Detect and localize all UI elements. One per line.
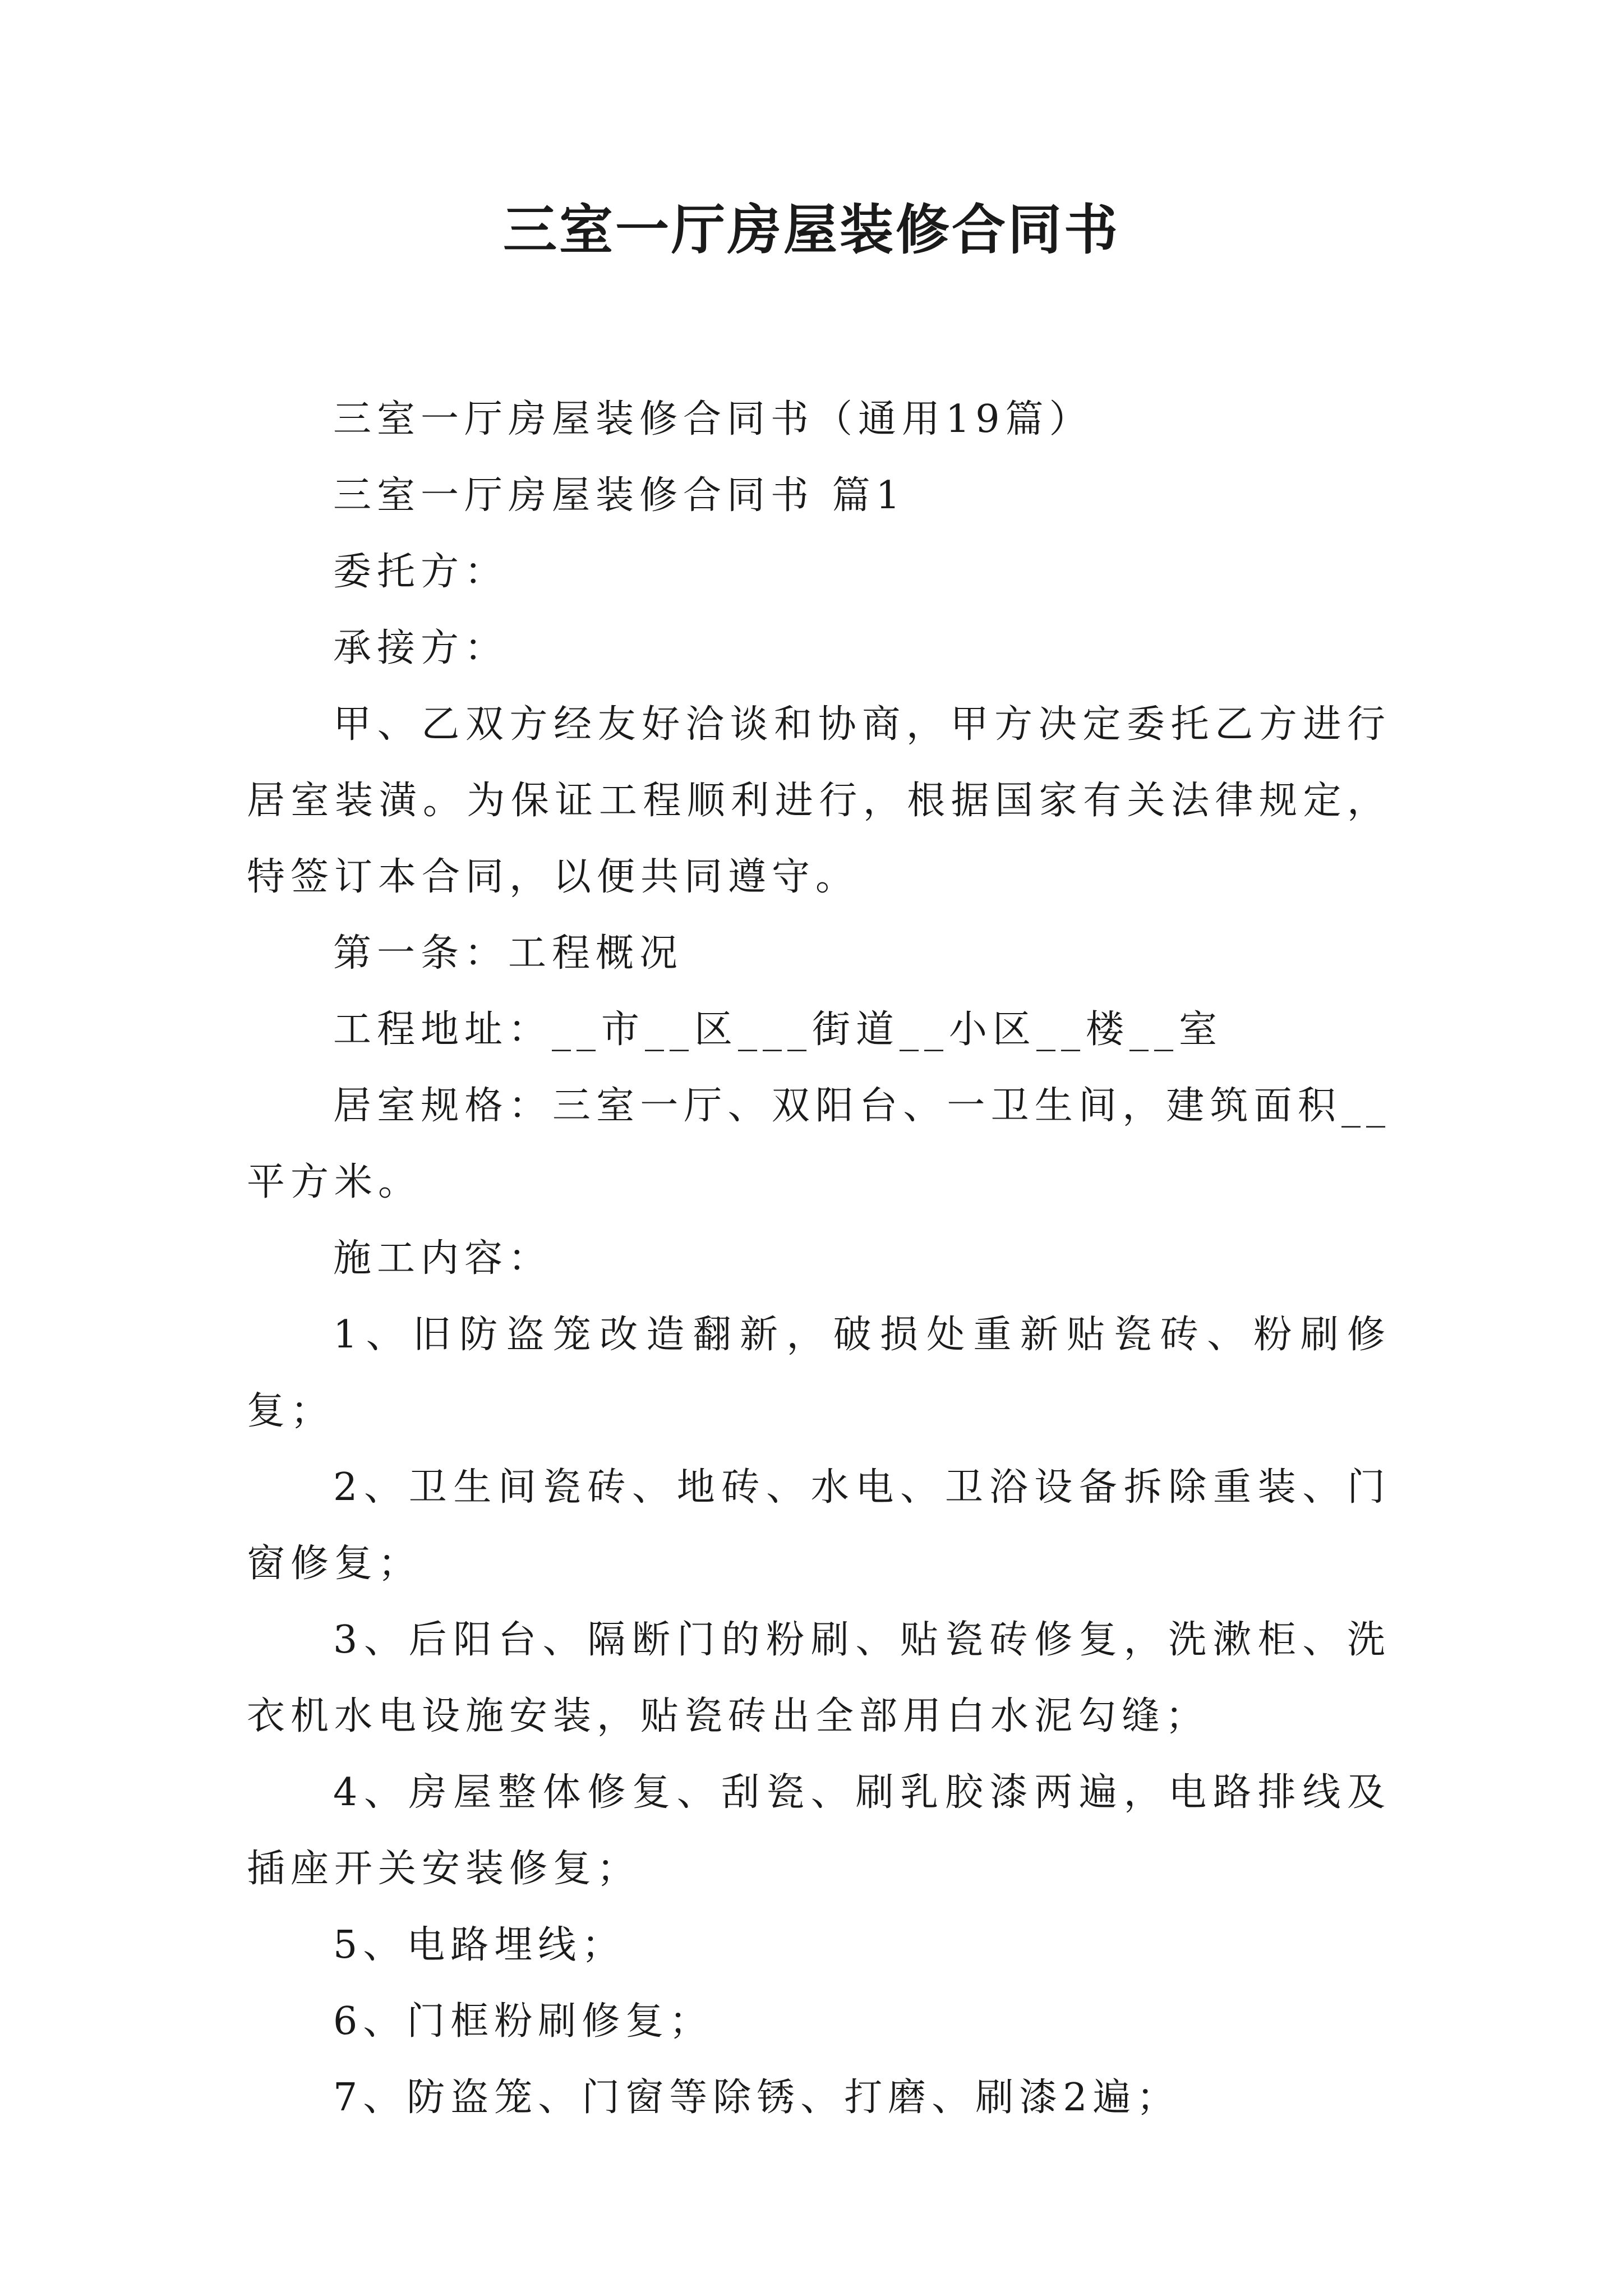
subtitle-general: 三室一厅房屋装修合同书（通用19篇） (333, 397, 1093, 441)
article-1-heading: 第一条：工程概况 (333, 931, 684, 976)
client-party-line: 委托方： (333, 550, 509, 594)
work-item-1: 1、旧防盗笼改造翻新，破损处重新贴瓷砖、粉刷修复； (247, 1313, 1391, 1433)
work-item-6: 6、门框粉刷修复； (333, 1999, 713, 2044)
work-item-5: 5、电路埋线； (333, 1923, 626, 1967)
work-item-4: 4、房屋整体修复、刮瓷、刷乳胶漆两遍，电路排线及插座开关安装修复； (247, 1770, 1391, 1891)
work-item-7: 7、防盗笼、门窗等除锈、打磨、刷漆2遍； (333, 2076, 1181, 2120)
work-content-heading: 施工内容： (333, 1236, 552, 1281)
document-title: 三室一厅房屋装修合同书 (503, 198, 1120, 261)
room-spec-paragraph: 居室规格：三室一厅、双阳台、一卫生间，建筑面积__平方米。 (247, 1084, 1391, 1204)
contractor-party-line: 承接方： (333, 626, 509, 670)
document-body (247, 381, 1391, 2136)
work-item-2: 2、卫生间瓷砖、地砖、水电、卫浴设备拆除重装、门窗修复； (247, 1465, 1391, 1586)
work-item-3: 3、后阳台、隔断门的粉刷、贴瓷砖修复，洗漱柜、洗衣机水电设施安装，贴瓷砖出全部用白水泥勾缝； (247, 1618, 1391, 1738)
preamble-paragraph: 甲、乙双方经友好洽谈和协商，甲方决定委托乙方进行居室装潢。为保证工程顺利进行，根据国家有关法律规定，特签订本合同，以便共同遵守。 (247, 702, 1391, 899)
section-heading-part-1: 三室一厅房屋装修合同书 篇1 (333, 473, 906, 518)
project-address-line: 工程地址：__市__区___街道__小区__楼__室 (333, 1007, 1223, 1052)
